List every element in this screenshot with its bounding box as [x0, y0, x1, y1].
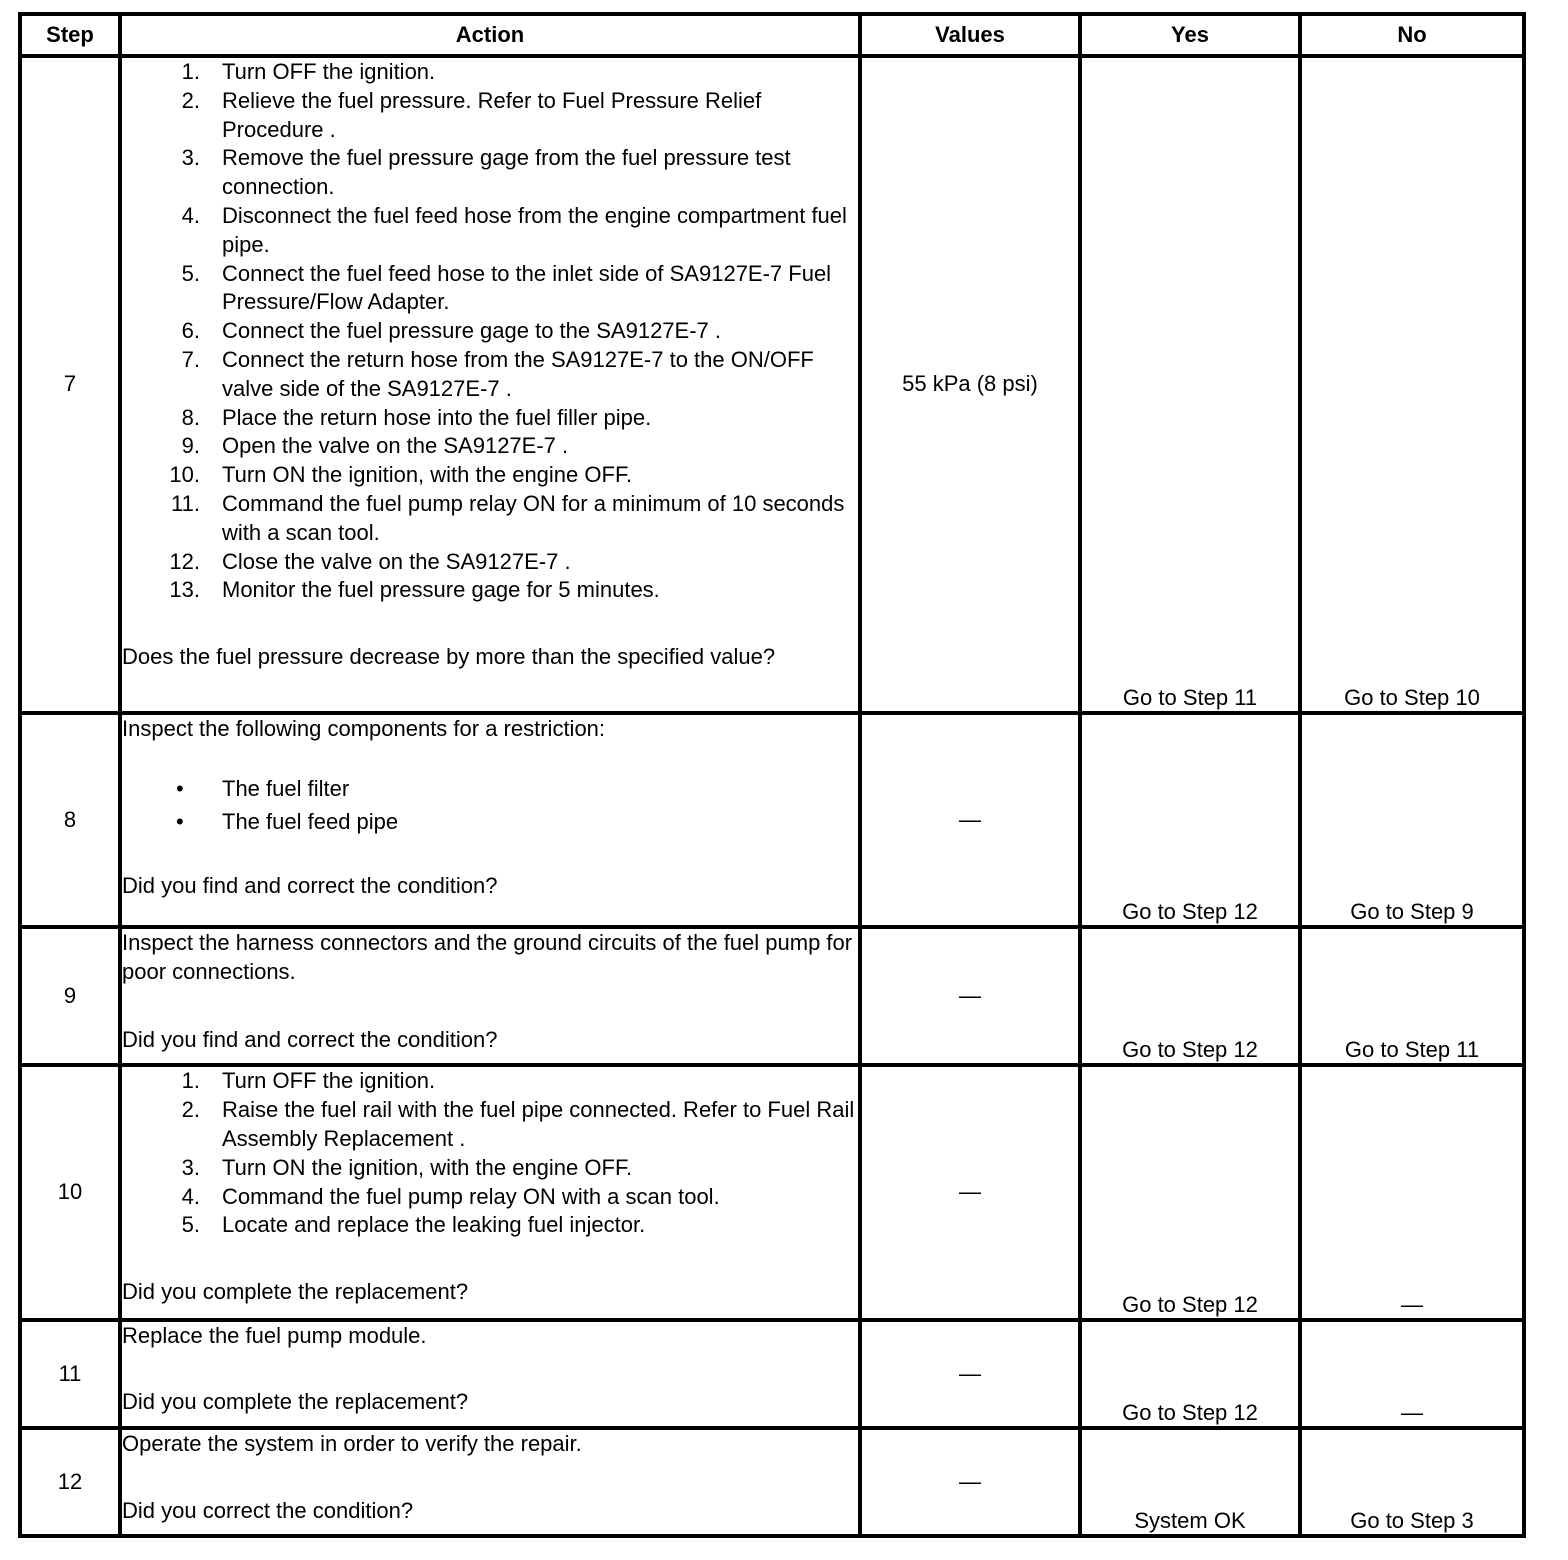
action-intro: Operate the system in order to verify the repair.	[122, 1430, 582, 1456]
action-step-list	[122, 1067, 858, 1240]
action-step: 8. Place the return hose into the fuel filler pipe.	[181, 404, 652, 430]
bullet-icon: •	[176, 775, 184, 801]
action-question: Did you find and correct the condition?	[122, 1026, 498, 1052]
action-step: 1. Turn OFF the ignition.	[181, 1068, 436, 1094]
action-cell	[120, 927, 860, 1065]
no-cell: —	[1300, 1065, 1524, 1319]
header-row	[20, 14, 1524, 56]
yes-cell: Go to Step 11	[1080, 56, 1300, 713]
value-cell: —	[860, 1428, 1080, 1536]
action-cell	[120, 1065, 860, 1319]
action-cell	[120, 1320, 860, 1428]
step-number: 11	[20, 1320, 120, 1428]
step-number: 9	[20, 927, 120, 1065]
action-step: 12. Close the valve on the SA9127E-7 .	[169, 548, 571, 574]
action-step: 4. Disconnect the fuel feed hose from the engine compartment fuel pipe.	[181, 202, 847, 257]
action-step: 2. Raise the fuel rail with the fuel pipe connected. Refer to Fuel Rail Assembly Replacement .	[181, 1097, 855, 1151]
step-number: 7	[20, 56, 120, 713]
header-no: No	[1300, 14, 1524, 56]
action-question: Did you complete the replacement?	[122, 1279, 469, 1305]
no-cell: Go to Step 3	[1300, 1428, 1524, 1536]
value-cell: —	[860, 1065, 1080, 1319]
action-intro: Inspect the harness connectors and the ground circuits of the fuel pump for poor connections.	[122, 930, 853, 984]
yes-cell: Go to Step 12	[1080, 713, 1300, 927]
action-intro: Replace the fuel pump module.	[122, 1322, 427, 1348]
component-item: • The fuel filter	[122, 772, 858, 805]
step-number: 10	[20, 1065, 120, 1319]
step-row-9	[20, 927, 1524, 1065]
component-list	[122, 772, 858, 838]
value-cell: 55 kPa (8 psi)	[860, 56, 1080, 713]
value-cell: —	[860, 1320, 1080, 1428]
yes-cell: Go to Step 12	[1080, 1065, 1300, 1319]
step-row-7	[20, 56, 1524, 713]
action-cell	[120, 1428, 860, 1536]
step-row-11	[20, 1320, 1524, 1428]
step-row-12	[20, 1428, 1524, 1536]
action-step: 10. Turn ON the ignition, with the engine OFF.	[169, 462, 633, 488]
step-number: 12	[20, 1428, 120, 1536]
yes-cell: System OK	[1080, 1428, 1300, 1536]
no-cell: Go to Step 11	[1300, 927, 1524, 1065]
action-step: 9. Open the valve on the SA9127E-7 .	[181, 433, 569, 459]
action-step: 7. Connect the return hose from the SA9127E-7 to the ON/OFF valve side of the SA9127E-7 .	[181, 346, 814, 401]
action-question: Did you correct the condition?	[122, 1497, 414, 1523]
action-step: 13. Monitor the fuel pressure gage for 5 minutes.	[169, 577, 660, 603]
action-step: 5. Locate and replace the leaking fuel injector.	[181, 1212, 646, 1238]
no-cell: —	[1300, 1320, 1524, 1428]
action-question: Did you find and correct the condition?	[122, 872, 498, 898]
action-step: 3. Turn ON the ignition, with the engine OFF.	[181, 1154, 633, 1180]
action-step-list	[122, 58, 858, 605]
no-cell: Go to Step 9	[1300, 713, 1524, 927]
value-cell: —	[860, 713, 1080, 927]
diagnostic-table	[18, 12, 1526, 1538]
action-step: 6. Connect the fuel pressure gage to the SA9127E-7 .	[181, 318, 721, 344]
action-cell	[120, 713, 860, 927]
header-yes: Yes	[1080, 14, 1300, 56]
value-cell: —	[860, 927, 1080, 1065]
action-step: 4. Command the fuel pump relay ON with a scan tool.	[181, 1183, 720, 1209]
action-question: Did you complete the replacement?	[122, 1389, 469, 1415]
action-step: 5. Connect the fuel feed hose to the inlet side of SA9127E-7 Fuel Pressure/Flow Adapter.	[181, 260, 832, 315]
step-number: 8	[20, 713, 120, 927]
step-row-10	[20, 1065, 1524, 1319]
action-step: 11. Command the fuel pump relay ON for a minimum of 10 seconds with a scan tool.	[171, 490, 845, 545]
action-question: Does the fuel pressure decrease by more than the specified value?	[122, 644, 776, 670]
step-row-8	[20, 713, 1524, 927]
action-step: 1. Turn OFF the ignition.	[181, 59, 436, 84]
header-values: Values	[860, 14, 1080, 56]
action-step: 3. Remove the fuel pressure gage from the fuel pressure test connection.	[181, 145, 791, 200]
header-action: Action	[120, 14, 860, 56]
header-step: Step	[20, 14, 120, 56]
yes-cell: Go to Step 12	[1080, 927, 1300, 1065]
bullet-icon: •	[176, 808, 184, 834]
yes-cell: Go to Step 12	[1080, 1320, 1300, 1428]
component-item: • The fuel feed pipe	[122, 805, 858, 838]
action-intro: Inspect the following components for a restriction:	[122, 715, 606, 741]
action-step: 2. Relieve the fuel pressure. Refer to Fuel Pressure Relief Procedure .	[181, 87, 762, 142]
action-cell	[120, 56, 860, 713]
no-cell: Go to Step 10	[1300, 56, 1524, 713]
